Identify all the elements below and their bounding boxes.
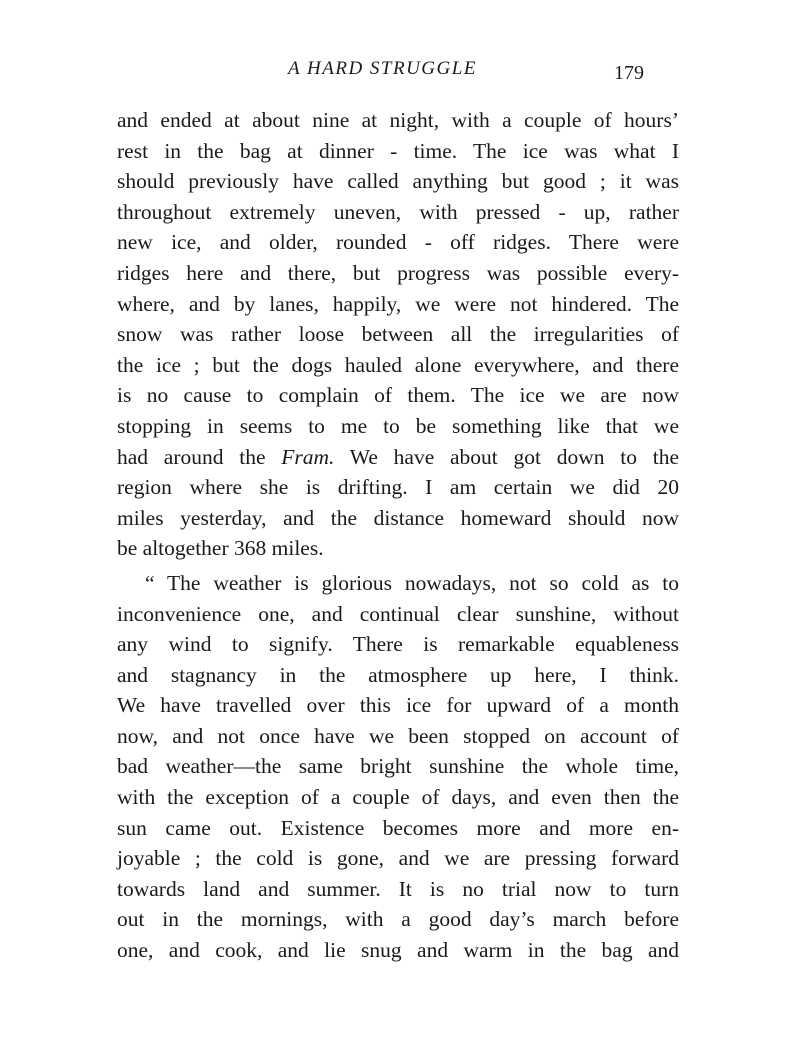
text-segment: had around the <box>117 444 282 469</box>
text-line-with-ship-name <box>117 442 679 473</box>
text-line: the ice ; but the dogs hauled alone everywhere, and there <box>117 352 679 377</box>
text-line: one, and cook, and lie snug and warm in the bag and <box>117 938 679 963</box>
paragraph <box>117 568 679 966</box>
text-line: throughout extremely uneven, with pressed - up, rather <box>117 199 679 224</box>
text-line: is no cause to complain of them. The ice we are now <box>117 383 679 408</box>
text-line: We have travelled over this ice for upward of a month <box>117 693 679 718</box>
text-line: miles yesterday, and the distance homeward should now <box>117 505 679 530</box>
text-line: any wind to signify. There is remarkable equableness <box>117 632 679 657</box>
text-line: snow was rather loose between all the irregularities of <box>117 322 679 347</box>
page-number: 179 <box>614 62 644 84</box>
text-line: ridges here and there, but progress was possible every- <box>117 260 679 285</box>
text-line: and ended at about nine at night, with a couple of hours’ <box>117 108 679 132</box>
text-line: where, and by lanes, happily, we were not hindered. The <box>117 291 679 316</box>
text-line: towards land and summer. It is no trial now to turn <box>117 876 679 901</box>
text-line: with the exception of a couple of days, and even then the <box>117 785 679 810</box>
paragraph <box>117 105 679 564</box>
text-line: sun came out. Existence becomes more and more en- <box>117 815 679 840</box>
text-line: be altogether 368 miles. <box>117 536 324 561</box>
text-line: out in the mornings, with a good day’s march before <box>117 907 679 932</box>
running-head <box>0 58 800 88</box>
text-line: stopping in seems to me to be something like that we <box>117 413 679 438</box>
text-line: inconvenience one, and continual clear sunshine, without <box>117 601 679 626</box>
chapter-running-title: A HARD STRUGGLE <box>288 58 477 79</box>
text-line: bad weather—the same bright sunshine the whole time, <box>117 754 679 779</box>
text-line: now, and not once have we been stopped on account of <box>117 723 679 748</box>
text-segment: We have about got down to the <box>334 444 679 469</box>
body-text <box>117 105 679 966</box>
text-line: rest in the bag at dinner - time. The ice was what I <box>117 138 679 163</box>
ship-name-italic: Fram. <box>281 444 335 469</box>
text-line: and stagnancy in the atmosphere up here, I think. <box>117 662 679 687</box>
text-line: “ The weather is glorious nowadays, not so cold as to <box>145 570 679 595</box>
text-line: new ice, and older, rounded - off ridges. There were <box>117 230 679 255</box>
text-line: region where she is drifting. I am certain we did 20 <box>117 475 679 500</box>
text-line: joyable ; the cold is gone, and we are pressing forward <box>117 846 679 871</box>
text-line: should previously have called anything but good ; it was <box>117 169 679 194</box>
